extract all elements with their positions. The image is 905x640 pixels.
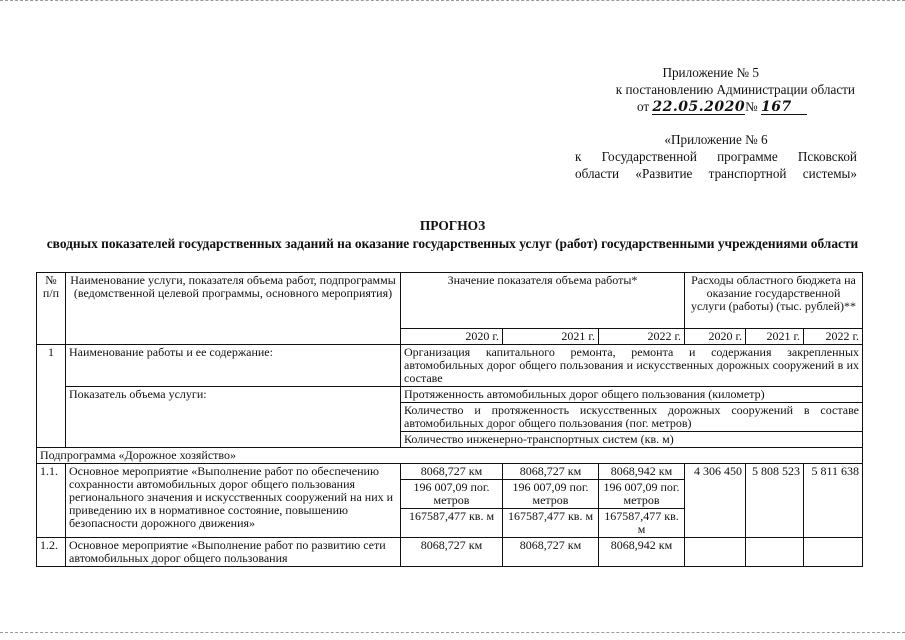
indicator-3: Количество инженерно-транспортных систем (кв. м) [401,432,863,448]
document-subtitle: сводных показателей государственных заданий на оказание государственных услуг (работ) государственными учреждениями области [46,236,859,251]
row-1-1-m-2022: 196 007,09 пог. метров [599,480,685,509]
table-row [37,464,863,480]
row-1-1-cost-2020: 4 306 450 [685,464,746,538]
header-name: Наименование услуги, показателя объема работ, подпрограммы (ведомственной целевой программы, основного мероприятия) [66,273,401,345]
row-1-2-cost-2020 [685,538,746,567]
appendix-6-program: к Государственной программе Псковской [575,149,857,164]
row-1-1-sq-2022: 167587,477 кв. м [599,509,685,538]
year-value-2022: 2022 г. [599,329,685,345]
indicator-2: Количество и протяженность искусственных дорожных сооружений в составе автомобильных дорог общего пользования (пог. метров) [401,403,863,432]
header-value: Значение показателя объема работы* [401,273,685,329]
row-1-1-km-2021: 8068,727 км [503,464,599,480]
year-cost-2021: 2021 г. [746,329,804,345]
table-row [37,387,863,403]
page-bottom-edge [0,632,905,633]
handwritten-date: 22.05.2020 [652,99,746,115]
appendix-6-block [575,131,857,182]
appendix-6-program-name: области «Развитие транспортной системы» [575,166,857,181]
row-1-1-km-2020: 8068,727 км [401,464,503,480]
row-1-content: Организация капитального ремонта, ремонта и содержания закрепленных автомобильных дорог общего пользования и искусственных дорожных сооружений в их составе [401,345,863,387]
table-row [37,345,863,387]
row-1-2-cost-2022 [804,538,863,567]
row-1-label: Наименование работы и ее содержание: [66,345,401,387]
row-1-2-name: Основное мероприятие «Выполнение работ по развитию сети автомобильных дорог общего пользования [66,538,401,567]
forecast-table [36,272,863,567]
row-1-1-sq-2021: 167587,477 кв. м [503,509,599,538]
indicator-1: Протяженность автомобильных дорог общего пользования (километр) [401,387,863,403]
appendix-5-block [580,64,855,115]
appendix-5-resolution: к постановлению Администрации области [615,82,855,97]
row-1-1-m-2020: 196 007,09 пог. метров [401,480,503,509]
subprogram-row [37,448,863,464]
row-1-1-m-2021: 196 007,09 пог. метров [503,480,599,509]
row-1-2-km-2022: 8068,942 км [599,538,685,567]
appendix-5-title: Приложение № 5 [662,65,759,80]
number-label: № [745,99,758,114]
subprogram-title: Подпрограмма «Дорожное хозяйство» [37,448,863,464]
row-1-2-cost-2021 [746,538,804,567]
appendix-6-title: «Приложение № 6 [664,132,768,147]
row-1-1-km-2022: 8068,942 км [599,464,685,480]
row-1-1-number: 1.1. [37,464,66,538]
document-title: ПРОГНОЗ [419,218,486,233]
page-top-edge [0,0,905,1]
table-header-row [37,273,863,329]
year-value-2021: 2021 г. [503,329,599,345]
row-1-2-km-2021: 8068,727 км [503,538,599,567]
indicator-label: Показатель объема услуги: [66,387,401,448]
year-cost-2020: 2020 г. [685,329,746,345]
header-number: № п/п [37,273,66,345]
row-1-2-number: 1.2. [37,538,66,567]
row-1-1-name: Основное мероприятие «Выполнение работ по обеспечению сохранности автомобильных дорог общего пользования регионального значения и искусственных сооружений на них и приведению их в нормативное состояние, повышению безопасности дорожного движения» [66,464,401,538]
table-row [37,538,863,567]
year-value-2020: 2020 г. [401,329,503,345]
appendix-5-from: от [636,99,650,114]
header-cost: Расходы областного бюджета на оказание государственной услуги (работы) (тыс. рублей)** [685,273,863,329]
row-1-number: 1 [37,345,66,448]
appendix-5-date-line [580,98,855,115]
row-1-1-cost-2022: 5 811 638 [804,464,863,538]
handwritten-number: 167 [761,100,807,115]
row-1-1-cost-2021: 5 808 523 [746,464,804,538]
row-1-2-km-2020: 8068,727 км [401,538,503,567]
year-cost-2022: 2022 г. [804,329,863,345]
row-1-1-sq-2020: 167587,477 кв. м [401,509,503,538]
